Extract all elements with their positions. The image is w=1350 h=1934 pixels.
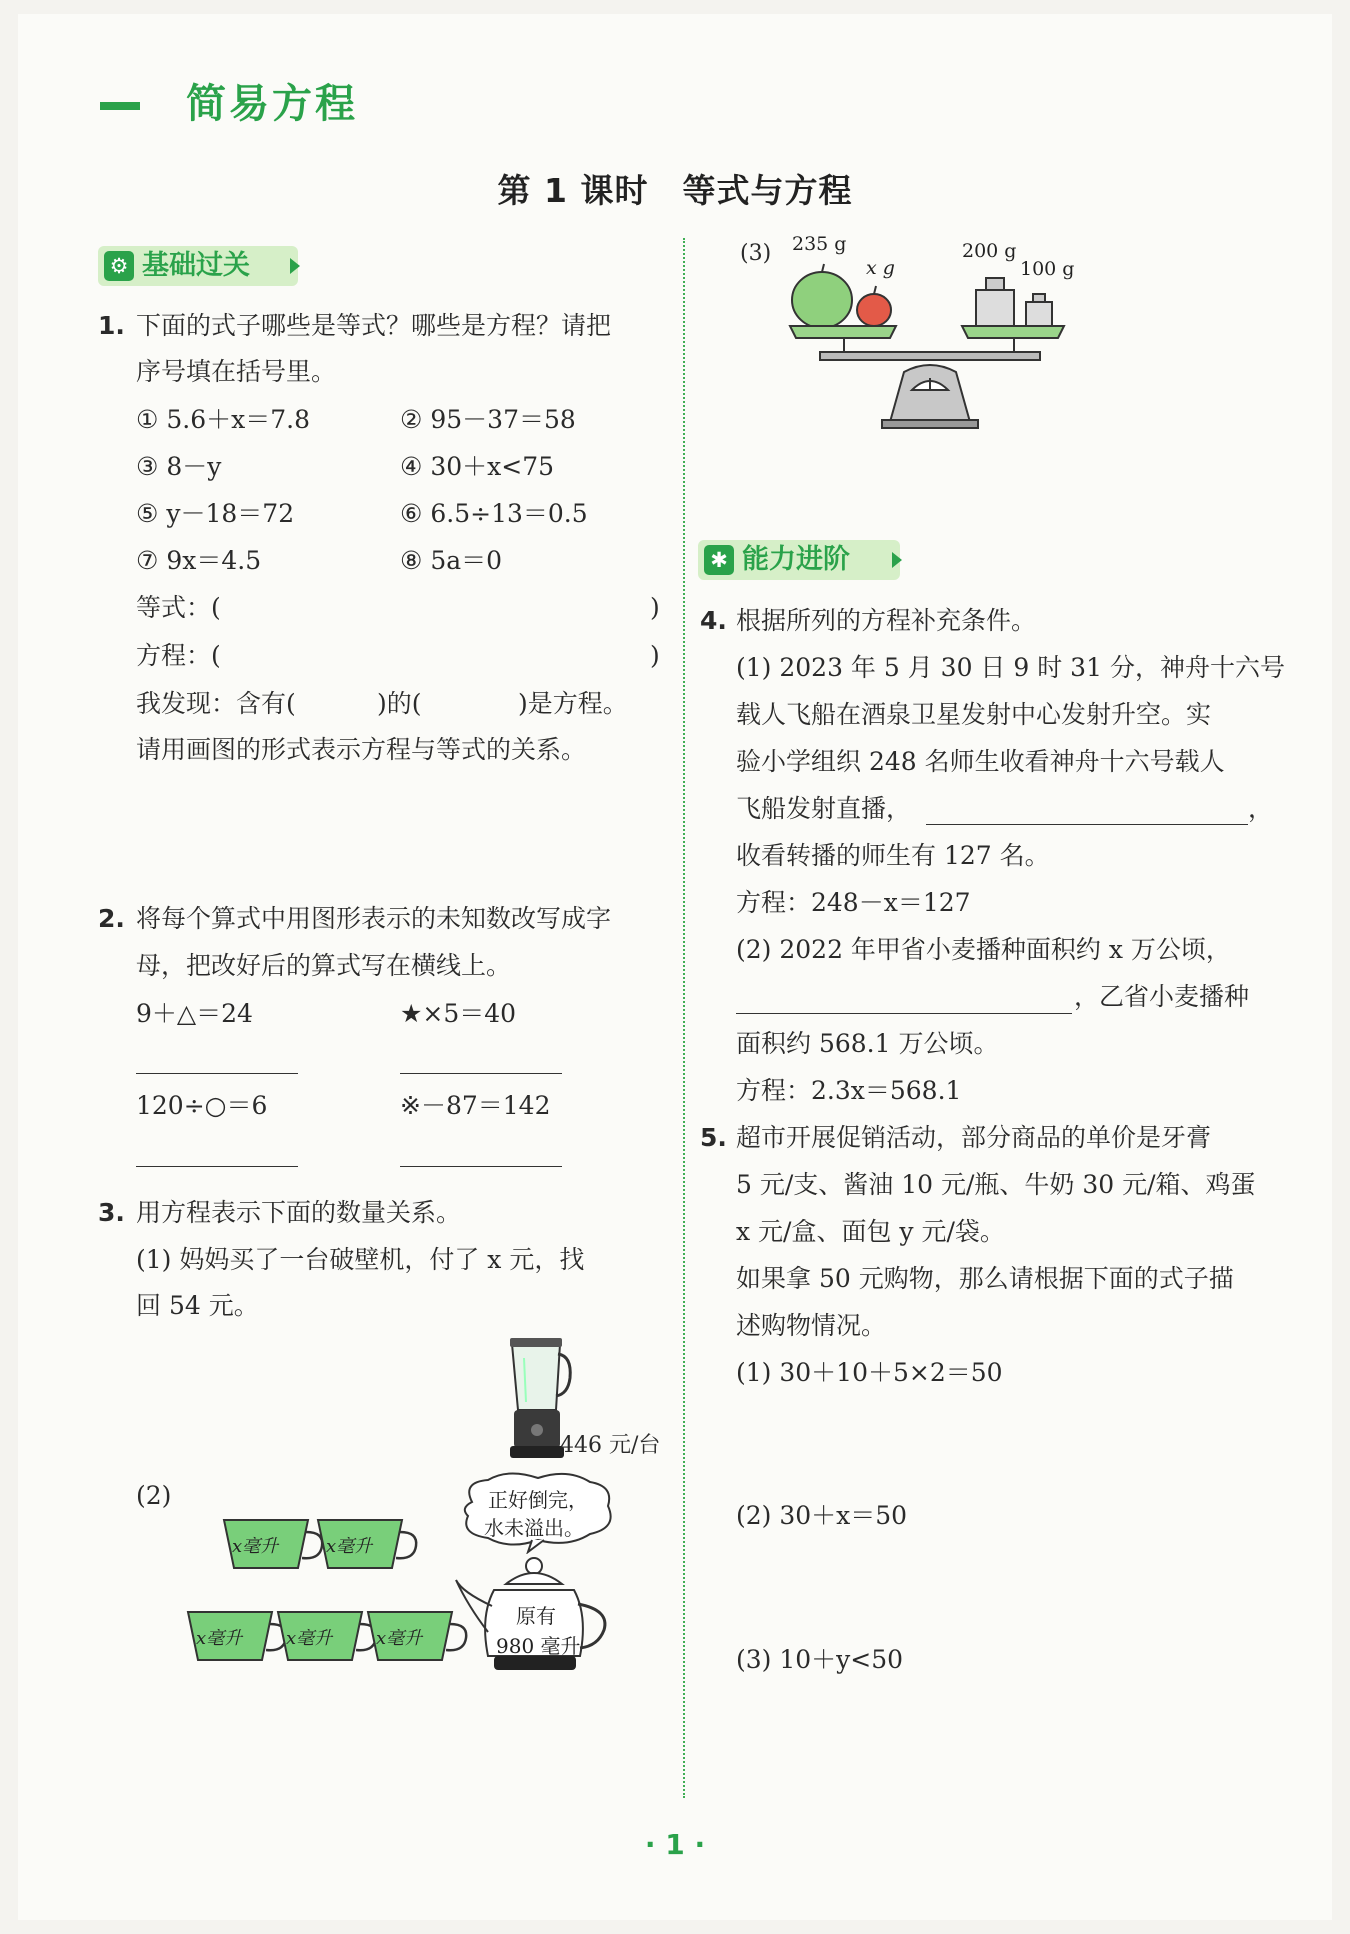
q3-number: 3. (98, 1198, 125, 1227)
q4-part1: 验小学组织 248 名师生收看神舟十六号载人 (736, 747, 1225, 776)
q5-part1: (1) 30＋10＋5×2＝50 (736, 1358, 1003, 1387)
runner-icon: ✱ (704, 545, 734, 575)
q5-stem: 如果拿 50 元购物，那么请根据下面的式子描 (736, 1264, 1234, 1293)
q4-part2: ，乙省小麦播种 (1074, 982, 1250, 1011)
gear-icon: ⚙ (104, 251, 134, 281)
q5-stem: 5 元/支、酱油 10 元/瓶、牛奶 30 元/箱、鸡蛋 (736, 1170, 1256, 1199)
weight-label: 200 g (962, 240, 1017, 262)
unit-title (100, 72, 358, 129)
q1-discovery-a: 我发现：含有( (136, 689, 296, 718)
q2-stem: 母，把改好后的算式写在横线上。 (136, 951, 512, 980)
q4-part1: ， (1248, 794, 1274, 823)
q1-discovery-b: )的( (377, 689, 422, 718)
q2-item: 120÷○＝6 (136, 1091, 268, 1120)
q2-stem: 将每个算式中用图形表示的未知数改写成字 (136, 904, 612, 933)
q1-item: ③ 8－y (136, 452, 222, 481)
q4-part1: (1) 2023 年 5 月 30 日 9 时 31 分，神舟十六号 (736, 653, 1285, 682)
lesson-title: 第 1 课时 等式与方程 (497, 171, 853, 210)
q3-part1: 回 54 元。 (136, 1291, 259, 1320)
q3-part1: (1) 妈妈买了一台破壁机，付了 x 元，找 (136, 1245, 585, 1274)
q1-item: ④ 30＋x<75 (400, 452, 555, 481)
q4-part1: 收看转播的师生有 127 名。 (736, 841, 1050, 870)
q2-number: 2. (98, 904, 125, 933)
q4-part2: (2) 2022 年甲省小麦播种面积约 x 万公顷， (736, 935, 1231, 964)
q1-draw-prompt: 请用画图的形式表示方程与等式的关系。 (136, 735, 587, 764)
q1-item: ⑧ 5a＝0 (400, 546, 503, 575)
q1-equation-label: 方程：( (136, 641, 221, 670)
q1-item: ② 95－37＝58 (400, 405, 576, 434)
section-badge-advanced: ✱ 能力进阶 (698, 540, 900, 580)
weight-label: 235 g (792, 233, 847, 255)
q5-stem: x 元/盒、面包 y 元/袋。 (736, 1217, 1005, 1246)
q4-part1: 飞船发射直播， (736, 794, 912, 823)
q4-answer-line[interactable] (736, 1013, 1072, 1014)
q2-answer-line[interactable] (136, 1166, 298, 1167)
arrow-icon (290, 258, 300, 274)
speech-text: 水未溢出。 (484, 1516, 584, 1540)
cup: x毫升 (366, 1610, 456, 1662)
column-divider (683, 238, 685, 1798)
q1-item: ⑤ y－18＝72 (136, 499, 295, 528)
q4-number: 4. (700, 606, 727, 635)
q4-part2: 面积约 568.1 万公顷。 (736, 1029, 999, 1058)
q4-part1: 载人飞船在酒泉卫星发射中心发射升空。实 (736, 700, 1212, 729)
q1-equality-close: ) (650, 593, 660, 622)
q2-item: ※－87＝142 (400, 1091, 551, 1120)
q2-item: 9＋△＝24 (136, 999, 253, 1028)
q4-stem: 根据所列的方程补充条件。 (736, 606, 1037, 635)
kettle-text: 980 毫升 (496, 1634, 581, 1658)
section-badge-basic: ⚙ 基础过关 (98, 246, 298, 286)
q2-answer-line[interactable] (400, 1166, 562, 1167)
q1-equality-label: 等式：( (136, 593, 221, 622)
q2-answer-line[interactable] (400, 1073, 562, 1074)
q2-answer-line[interactable] (136, 1073, 298, 1074)
q5-stem: 述购物情况。 (736, 1311, 887, 1340)
cup: x毫升 (316, 1518, 406, 1570)
q1-stem: 下面的式子哪些是等式？哪些是方程？请把 (136, 311, 612, 340)
q5-stem: 超市开展促销活动，部分商品的单价是牙膏 (736, 1123, 1212, 1152)
q4-equation2: 方程：2.3x＝568.1 (736, 1076, 962, 1105)
unit-number-dash (100, 102, 140, 110)
q5-part2: (2) 30＋x＝50 (736, 1501, 908, 1530)
q1-discovery-c: )是方程。 (518, 689, 628, 718)
q1-stem: 序号填在括号里。 (136, 357, 337, 386)
kettle-text: 原有 (516, 1604, 556, 1628)
q1-number: 1. (98, 311, 125, 340)
q1-equation-close: ) (650, 641, 660, 670)
cup: x毫升 (276, 1610, 366, 1662)
q5-number: 5. (700, 1123, 727, 1152)
unit-title-text: 简易方程 (186, 81, 358, 127)
arrow-icon (892, 552, 902, 568)
q2-item: ★×5＝40 (400, 999, 517, 1028)
weight-label: x g (866, 257, 895, 279)
q1-item: ① 5.6＋x＝7.8 (136, 405, 310, 434)
q1-item: ⑥ 6.5÷13＝0.5 (400, 499, 588, 528)
q5-part3: (3) 10＋y<50 (736, 1645, 904, 1674)
cup: x毫升 (222, 1518, 312, 1570)
page-number: · 1 · (644, 1828, 706, 1861)
q3-part2-label: (2) (136, 1481, 172, 1510)
q3-stem: 用方程表示下面的数量关系。 (136, 1198, 462, 1227)
weight-label: 100 g (1020, 258, 1075, 280)
q1-item: ⑦ 9x＝4.5 (136, 546, 262, 575)
blender-price: 446 元/台 (560, 1433, 661, 1458)
q4-answer-line[interactable] (926, 824, 1248, 825)
q3-part3-label: (3) (740, 241, 772, 266)
balance-scale (786, 262, 1066, 432)
speech-text: 正好倒完， (488, 1488, 588, 1512)
cup: x毫升 (186, 1610, 276, 1662)
q4-equation1: 方程：248－x＝127 (736, 888, 971, 917)
